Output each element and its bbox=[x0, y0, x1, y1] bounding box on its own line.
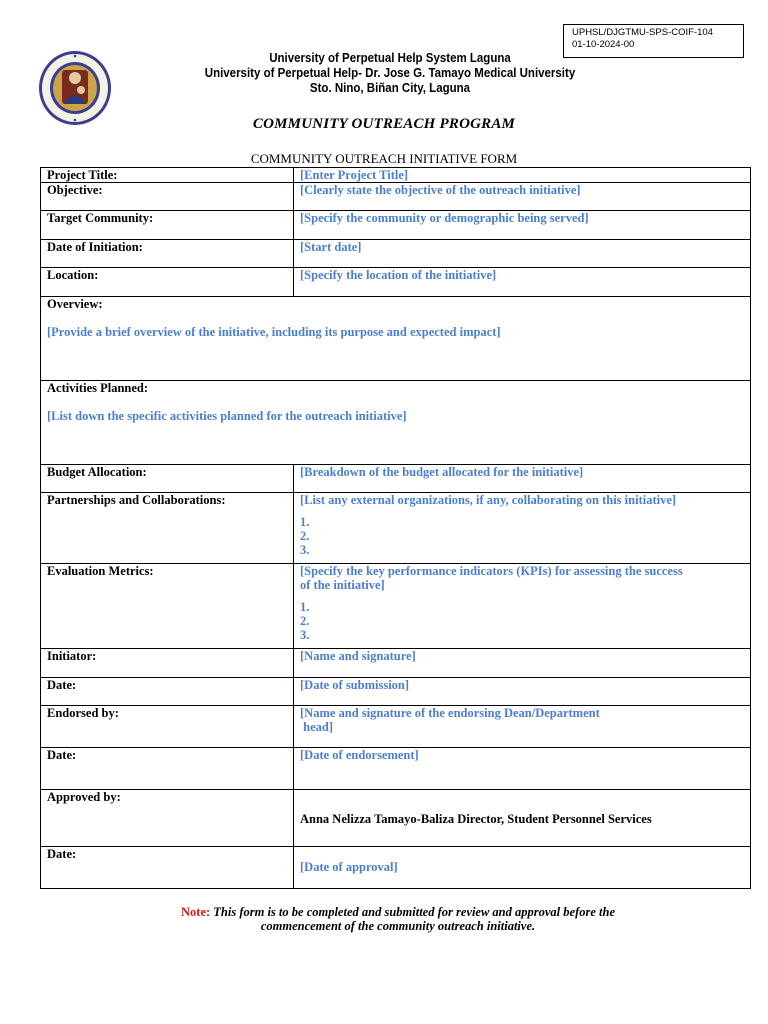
project-title-field[interactable]: [Enter Project Title] bbox=[294, 168, 751, 183]
note-prefix: Note: bbox=[181, 905, 211, 919]
note-line-1: This form is to be completed and submitted for review and approval before the bbox=[210, 905, 615, 919]
date-of-initiation-field[interactable]: [Start date] bbox=[294, 240, 751, 268]
initiator-label: Initiator: bbox=[41, 649, 294, 678]
row-date-submission bbox=[41, 678, 751, 706]
overview-cell[interactable] bbox=[41, 297, 751, 381]
university-seal-logo bbox=[38, 50, 112, 126]
header-line-1: University of Perpetual Help System Laguna bbox=[269, 51, 511, 65]
row-date-approval bbox=[41, 847, 751, 889]
evaluation-field[interactable] bbox=[294, 564, 751, 649]
row-evaluation-metrics bbox=[41, 564, 751, 649]
endorsed-by-text-line-2: head] bbox=[300, 720, 333, 734]
target-community-field[interactable]: [Specify the community or demographic being served] bbox=[294, 211, 751, 240]
partnerships-item-1: 1. bbox=[300, 515, 310, 529]
document-code: UPHSL/DJGTMU-SPS-COIF-104 bbox=[572, 27, 713, 38]
document-revision-date: 01-10-2024-00 bbox=[572, 39, 635, 50]
date-endorsement-field[interactable]: [Date of endorsement] bbox=[294, 748, 751, 790]
partnerships-item-2: 2. bbox=[300, 529, 310, 543]
note-line-2: commencement of the community outreach initiative. bbox=[260, 919, 536, 933]
date-submission-field[interactable]: [Date of submission] bbox=[294, 678, 751, 706]
activities-label: Activities Planned: bbox=[47, 381, 149, 395]
row-date-of-initiation bbox=[41, 240, 751, 268]
row-objective bbox=[41, 183, 751, 211]
evaluation-label: Evaluation Metrics: bbox=[41, 564, 294, 649]
header-line-2: University of Perpetual Help- Dr. Jose G. Tamayo Medical University bbox=[204, 66, 576, 80]
location-label: Location: bbox=[41, 268, 294, 297]
objective-field[interactable]: [Clearly state the objective of the outreach initiative] bbox=[294, 183, 751, 211]
approver-name: Anna Nelizza Tamayo-Baliza bbox=[300, 812, 455, 826]
project-title-label: Project Title: bbox=[41, 168, 294, 183]
row-budget bbox=[41, 465, 751, 493]
submission-note bbox=[0, 905, 768, 933]
row-target-community bbox=[41, 211, 751, 240]
evaluation-item-3: 3. bbox=[300, 628, 310, 642]
activities-field: [List down the specific activities planned for the outreach initiative] bbox=[47, 409, 407, 423]
form-title: COMMUNITY OUTREACH INITIATIVE FORM bbox=[250, 151, 518, 166]
target-community-label: Target Community: bbox=[41, 211, 294, 240]
date-endorsement-label: Date: bbox=[41, 748, 294, 790]
outreach-form-table bbox=[40, 167, 751, 889]
approved-by-field[interactable] bbox=[294, 790, 751, 847]
partnerships-label: Partnerships and Collaborations: bbox=[41, 493, 294, 564]
overview-label: Overview: bbox=[47, 297, 103, 311]
budget-label: Budget Allocation: bbox=[41, 465, 294, 493]
overview-field: [Provide a brief overview of the initiative, including its purpose and expected impact] bbox=[47, 325, 501, 339]
date-approval-text: [Date of approval] bbox=[300, 860, 398, 874]
endorsed-by-text-line-1: [Name and signature of the endorsing Dean/Department bbox=[300, 706, 600, 720]
row-approved-by bbox=[41, 790, 751, 847]
row-location bbox=[41, 268, 751, 297]
evaluation-text-line-1: [Specify the key performance indicators (KPIs) for assessing the success bbox=[300, 564, 683, 578]
partnerships-field[interactable] bbox=[294, 493, 751, 564]
location-field[interactable]: [Specify the location of the initiative] bbox=[294, 268, 751, 297]
row-partnerships bbox=[41, 493, 751, 564]
objective-label: Objective: bbox=[41, 183, 294, 211]
evaluation-text-line-2: of the initiative] bbox=[300, 578, 385, 592]
row-initiator bbox=[41, 649, 751, 678]
partnerships-text: [List any external organizations, if any, collaborating on this initiative] bbox=[300, 493, 677, 507]
header-line-3: Sto. Nino, Biñan City, Laguna bbox=[309, 81, 471, 95]
partnerships-item-3: 3. bbox=[300, 543, 310, 557]
date-approval-label: Date: bbox=[41, 847, 294, 889]
initiator-field[interactable]: [Name and signature] bbox=[294, 649, 751, 678]
endorsed-by-field[interactable] bbox=[294, 706, 751, 748]
row-endorsed-by bbox=[41, 706, 751, 748]
date-approval-field[interactable] bbox=[294, 847, 751, 889]
row-date-endorsement bbox=[41, 748, 751, 790]
budget-field[interactable]: [Breakdown of the budget allocated for the initiative] bbox=[294, 465, 751, 493]
date-of-initiation-label: Date of Initiation: bbox=[41, 240, 294, 268]
approver-position: Director, Student Personnel Services bbox=[457, 812, 652, 826]
date-submission-label: Date: bbox=[41, 678, 294, 706]
row-activities-planned bbox=[41, 381, 751, 465]
row-project-title bbox=[41, 168, 751, 183]
activities-cell[interactable] bbox=[41, 381, 751, 465]
approved-by-label: Approved by: bbox=[41, 790, 294, 847]
program-title: COMMUNITY OUTREACH PROGRAM bbox=[252, 116, 516, 132]
evaluation-item-2: 2. bbox=[300, 614, 310, 628]
evaluation-item-1: 1. bbox=[300, 600, 310, 614]
endorsed-by-label: Endorsed by: bbox=[41, 706, 294, 748]
row-overview bbox=[41, 297, 751, 381]
